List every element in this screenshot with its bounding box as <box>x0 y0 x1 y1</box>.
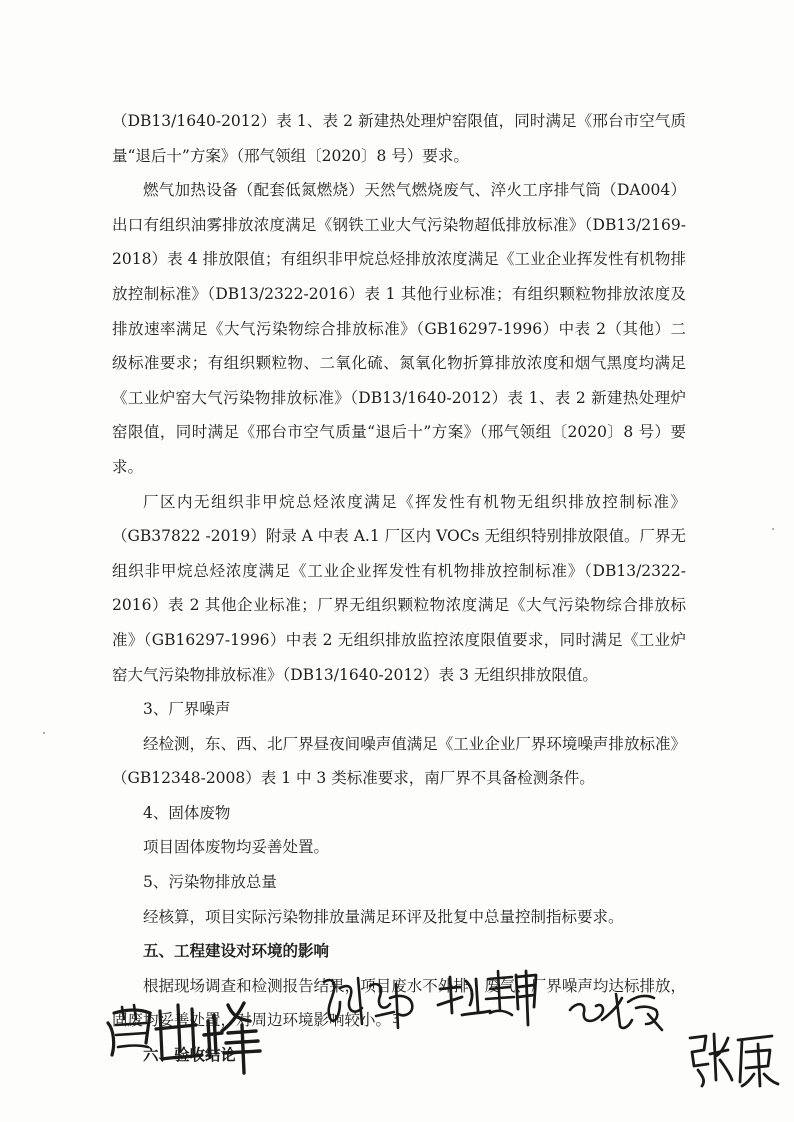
paragraph-total-emissions: 经核算，项目实际污染物排放量满足环评及批复中总量控制指标要求。 <box>143 907 624 926</box>
signature-2 <box>318 968 418 1038</box>
paragraph-noise: 经检测，东、西、北厂界昼夜间噪声值满足《工业企业厂界环境噪声排放标准》（GB12348-2008）表 1 中 3 类标准要求，南厂界不具备检测条件。 <box>112 734 686 788</box>
signature-3 <box>432 965 542 1030</box>
page-number: 3 <box>392 1012 400 1026</box>
section-heading-solid-waste: 4、固体废物 <box>143 803 231 822</box>
scan-speck <box>772 528 774 530</box>
section-heading-acceptance-conclusion: 六、验收结论 <box>143 1045 237 1065</box>
paragraph-organized-emissions: 燃气加热设备（配套低氮燃烧）天然气燃烧废气、淬火工序排气筒（DA004）出口有组织油雾排放浓度满足《钢铁工业大气污染物超低排放标准》（DB13/2169-2018）表 4 排放限值；有组织非甲烷总烃排放浓度满足《工业企业挥发性有机物排放控制标准》（DB13/2322-2016）表 1 其他行业标准；有组织颗粒物排放浓度及排放速率满足《大气污染物综合排放标准》（GB16297-1996）中表 2（其他）二级标准要求；有组织颗粒物、二氧化硫、氮氧化物折算排放浓度和烟气黑度均满足《工业炉窑大气污染物排放标准》（DB13/1640-2012）表 1、表 2 新建热处理炉窑限值，同时满足《邢台市空气质量“退后十”方案》（邢气领组〔2020〕8 号）要求。 <box>112 181 686 476</box>
paragraph-environmental-impact: 根据现场调查和检测报告结果，项目废水不外排，废气、厂界噪声均达标排放，固废均妥善处置，对周边环境影响较小。 <box>112 976 686 1030</box>
section-heading-environmental-impact: 五、工程建设对环境的影响 <box>143 941 330 961</box>
section-heading-total-emissions: 5、污染物排放总量 <box>143 873 277 892</box>
scan-speck <box>43 732 45 734</box>
signature-1 <box>100 985 270 1075</box>
paragraph-standards-continued: （DB13/1640-2012）表 1、表 2 新建热处理炉窑限值，同时满足《邢台市空气质量“退后十”方案》（邢气领组〔2020〕8 号）要求。 <box>112 112 686 165</box>
section-heading-noise: 3、厂界噪声 <box>143 700 231 719</box>
body-text <box>112 104 686 1073</box>
paragraph-solid-waste: 项目固体废物均妥善处置。 <box>143 838 330 857</box>
signature-4 <box>562 980 672 1040</box>
signature-5 <box>684 1026 784 1090</box>
paragraph-fugitive-emissions: 厂区内无组织非甲烷总烃浓度满足《挥发性有机物无组织排放控制标准》（GB37822 -2019）附录 A 中表 A.1 厂区内 VOCs 无组织特别排放限值。厂界无组织非甲烷总烃浓度满足《工业企业挥发性有机物排放控制标准》（DB13/2322-2016）表 2 其他企业标准；厂界无组织颗粒物浓度满足《大气污染物综合排放标准》（GB16297-1996）中表 2 无组织排放监控浓度限值要求，同时满足《工业炉窑大气污染物排放标准》（DB13/1640-2012）表 3 无组织排放限值。 <box>112 492 686 684</box>
